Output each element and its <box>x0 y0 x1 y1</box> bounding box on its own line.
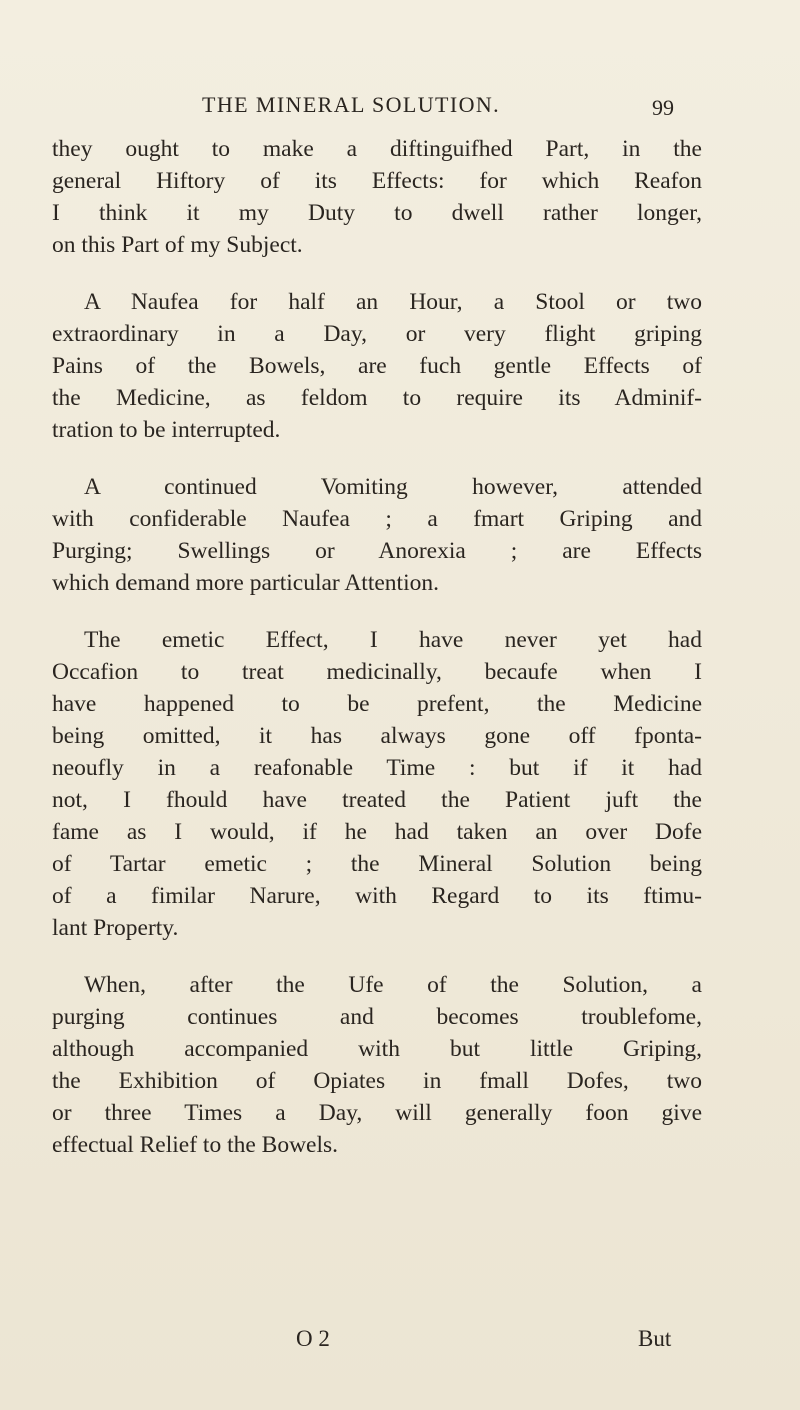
paragraph <box>52 969 702 1161</box>
text-line: effectual Relief to the Bowels. <box>52 1132 339 1158</box>
running-head: THE MINERAL SOLUTION. <box>202 92 501 117</box>
paragraph <box>52 133 702 261</box>
paragraph <box>52 624 702 944</box>
text-line: Occafion to treat medicinally, becaufe when I <box>52 659 702 685</box>
text-line: they ought to make a diftinguifhed Part, in the <box>52 136 702 162</box>
body-text <box>52 133 702 1186</box>
text-line: the Exhibition of Opiates in fmall Dofes, two <box>52 1068 702 1094</box>
page-number: 99 <box>652 95 674 120</box>
text-line: with confiderable Naufea ; a fmart Griping and <box>52 506 702 532</box>
text-line: lant Property. <box>52 915 179 941</box>
text-line: purging continues and becomes troublefome, <box>52 1004 702 1030</box>
text-line: fame as I would, if he had taken an over Dofe <box>52 819 702 845</box>
page-header <box>0 92 800 126</box>
text-line: neoufly in a reafonable Time : but if it had <box>52 755 702 781</box>
text-line: tration to be interrupted. <box>52 417 281 443</box>
text-line: A continued Vomiting however, attended <box>84 474 702 500</box>
text-line: Pains of the Bowels, are fuch gentle Effects of <box>52 353 702 379</box>
signature-mark: O 2 <box>296 1326 330 1351</box>
paragraph <box>52 471 702 599</box>
text-line: have happened to be prefent, the Medicine <box>52 691 702 717</box>
text-line: I think it my Duty to dwell rather longer, <box>52 200 702 226</box>
text-line: the Medicine, as feldom to require its Adminif- <box>52 385 702 411</box>
text-line: general Hiftory of its Effects: for which Reafon <box>52 168 702 194</box>
text-line: or three Times a Day, will generally foon give <box>52 1100 702 1126</box>
text-line: The emetic Effect, I have never yet had <box>84 627 702 653</box>
text-line: although accompanied with but little Griping, <box>52 1036 702 1062</box>
text-line: A Naufea for half an Hour, a Stool or two <box>84 289 702 315</box>
text-line: of a fimilar Narure, with Regard to its ftimu- <box>52 883 702 909</box>
text-line: When, after the Ufe of the Solution, a <box>84 972 702 998</box>
catchword: But <box>638 1326 672 1351</box>
text-line: being omitted, it has always gone off fponta- <box>52 723 702 749</box>
text-line: Purging; Swellings or Anorexia ; are Effects <box>52 538 702 564</box>
text-line: extraordinary in a Day, or very flight griping <box>52 321 702 347</box>
paragraph <box>52 286 702 446</box>
text-line: of Tartar emetic ; the Mineral Solution being <box>52 851 702 877</box>
text-line: which demand more particular Attention. <box>52 570 439 596</box>
text-line: on this Part of my Subject. <box>52 232 303 258</box>
text-line: not, I fhould have treated the Patient juft the <box>52 787 702 813</box>
